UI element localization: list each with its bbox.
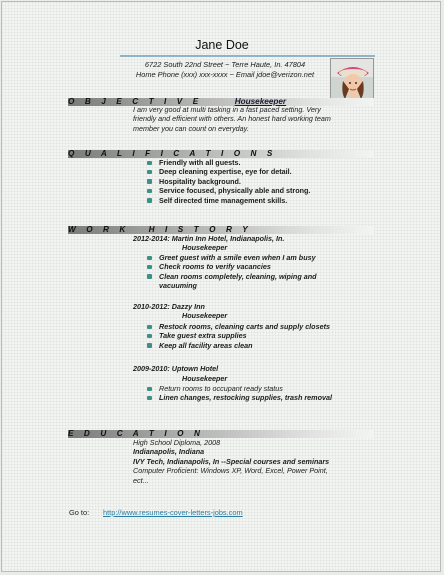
qualification-text: Hospitality background. — [159, 176, 241, 186]
education-line: High School Diploma, 2008 — [133, 438, 221, 447]
job-header — [133, 302, 205, 311]
job-duties-list — [147, 253, 317, 291]
job-role: Housekeeper — [182, 243, 228, 252]
job-employer: Dazzy Inn — [171, 302, 205, 311]
duty-text: Greet guest with a smile even when I am busy — [159, 253, 316, 262]
list-item — [147, 196, 310, 205]
list-item — [147, 384, 332, 393]
bullet-icon — [147, 189, 152, 194]
education-line: Indianapolis, Indiana — [133, 447, 205, 457]
job-role: Housekeeper — [182, 374, 228, 383]
bullet-icon — [147, 274, 152, 279]
objective-line: I am very good at multi tasking in a fast paced setting. Very — [133, 105, 321, 114]
work-history-heading: W O R K H I S T O R Y — [68, 225, 252, 234]
qualifications-heading: Q U A L I F I C A T I O N S — [68, 149, 277, 158]
objective-text — [133, 105, 373, 133]
job-dates: 2010-2012: — [133, 302, 170, 311]
objective-heading-text: O B J E C T I V E — [68, 97, 203, 106]
bullet-icon — [147, 325, 152, 330]
bullet-icon — [147, 334, 152, 339]
duty-text: Check rooms to verify vacancies — [159, 262, 271, 272]
education-line: IVY Tech, Indianapolis, In --Special courses and seminars — [133, 456, 330, 466]
list-item — [147, 262, 317, 271]
qualification-text: Self directed time management skills. — [159, 195, 288, 205]
job-duties-list — [147, 322, 330, 350]
education-line: Computer Proficient: Windows XP, Word, Excel, Power Point, — [133, 466, 328, 476]
website-link[interactable]: http://www.resumes-cover-letters-jobs.com — [103, 508, 243, 517]
list-item — [147, 186, 310, 195]
goto-label: Go to: — [69, 508, 90, 517]
job-employer: Martin Inn Hotel, Indianapolis, In. — [171, 234, 285, 243]
list-item — [147, 331, 330, 340]
duty-text: vacuuming — [159, 281, 197, 291]
job-employer: Uptown Hotel — [171, 364, 219, 373]
list-item — [147, 167, 310, 176]
duty-text: Return rooms to occupant ready status — [159, 384, 283, 393]
education-details — [133, 438, 329, 485]
qualification-text: Deep cleaning expertise, eye for detail. — [159, 167, 292, 177]
bullet-icon — [147, 161, 152, 166]
bullet-icon — [147, 170, 152, 175]
education-line: ect... — [133, 475, 149, 485]
job-role: Housekeeper — [182, 311, 228, 320]
list-item — [147, 158, 310, 167]
list-item — [147, 322, 330, 331]
bullet-icon — [147, 179, 152, 184]
bullet-icon — [147, 198, 152, 203]
duty-text: Clean rooms completely, cleaning, wiping and — [159, 271, 317, 281]
list-item — [147, 253, 317, 262]
resume-page — [1, 1, 441, 572]
qualification-text: Service focused, physically able and strong. — [159, 186, 311, 196]
list-item — [147, 281, 317, 290]
bullet-icon — [147, 265, 152, 270]
list-item — [147, 393, 332, 402]
duty-text: Restock rooms, cleaning carts and supply closets — [159, 322, 330, 331]
objective-line: member you can count on everyday. — [133, 123, 249, 133]
job-dates: 2012-2014: — [133, 234, 170, 243]
job-duties-list — [147, 384, 332, 403]
objective-line: friendly and efficient with others. An honest hard working team — [133, 114, 331, 124]
duty-text: Take guest extra supplies — [159, 331, 247, 341]
objective-job-title: Housekeeper — [234, 97, 287, 106]
bullet-icon — [147, 387, 152, 392]
list-item — [147, 341, 330, 350]
bullet-icon — [147, 396, 152, 401]
job-header — [133, 364, 218, 373]
education-heading: E D U C A T I O N — [68, 429, 204, 438]
candidate-name: Jane Doe — [195, 38, 249, 52]
list-item — [147, 177, 310, 186]
qualifications-list — [147, 158, 310, 205]
phone-email-line: Home Phone (xxx) xxx-xxxx ~ Email jdoe@verizon.net — [135, 69, 315, 79]
address-line: 6722 South 22nd Street ~ Terre Haute, In. 47804 — [144, 60, 306, 69]
list-item — [147, 272, 317, 281]
duty-text: Keep all facility areas clean — [159, 340, 253, 350]
bullet-icon — [147, 256, 152, 261]
header-rule — [120, 55, 375, 57]
contact-block — [120, 60, 330, 79]
duty-text: Linen changes, restocking supplies, trash removal — [159, 393, 332, 403]
job-dates: 2009-2010: — [133, 364, 170, 373]
bullet-icon — [147, 343, 152, 348]
job-header — [133, 234, 284, 243]
qualification-text: Friendly with all guests. — [159, 158, 241, 167]
